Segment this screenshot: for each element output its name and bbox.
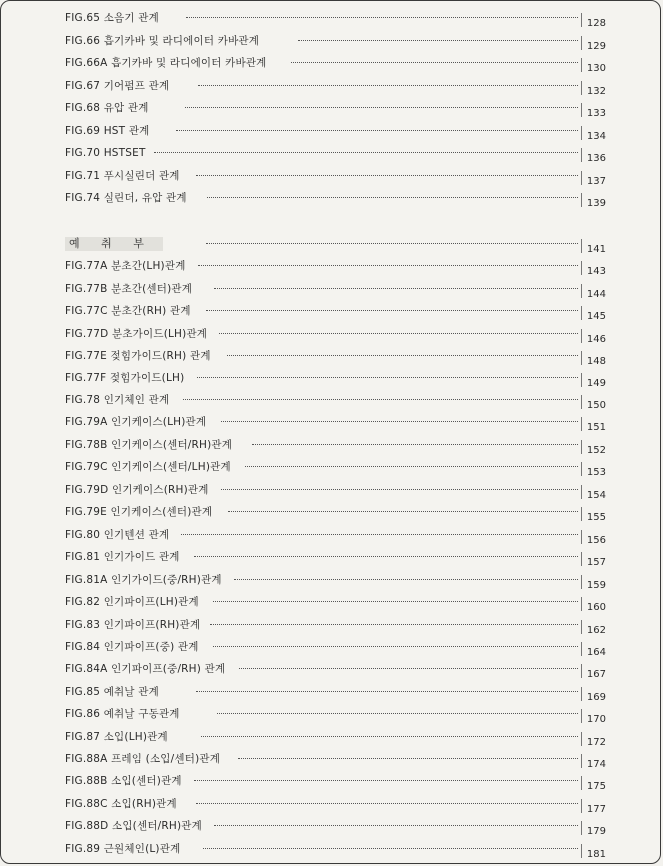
- column-rule: [581, 103, 582, 117]
- toc-entry-label: FIG.77A 분초간(LH)관계: [65, 259, 194, 273]
- column-rule: [581, 306, 582, 320]
- column-rule: [581, 36, 582, 50]
- leader-dots: [214, 825, 578, 826]
- leader-dots: [291, 62, 578, 63]
- toc-section-header: [1, 237, 660, 259]
- toc-entry-label: FIG.78B 인기케이스(센터/RH)관계: [65, 438, 240, 452]
- toc-entry: [1, 124, 660, 146]
- column-rule: [581, 81, 582, 95]
- toc-page-number: 175: [586, 781, 606, 792]
- toc-entry: [1, 11, 660, 33]
- toc-entry: [1, 618, 660, 640]
- toc-entry: [1, 56, 660, 78]
- toc-entry: [1, 819, 660, 841]
- toc-entry-label: FIG.66 흡기카바 및 라디에이터 카바관계: [65, 34, 267, 48]
- leader-dots: [234, 579, 578, 580]
- leader-dots: [252, 444, 578, 445]
- toc-entry: [1, 460, 660, 482]
- toc-page-number: 167: [586, 669, 606, 680]
- toc-entry: [1, 707, 660, 729]
- leader-dots: [198, 85, 578, 86]
- toc-entry-label: FIG.79C 인기케이스(센터/LH)관계: [65, 460, 239, 474]
- leader-dots: [198, 265, 578, 266]
- leader-dots: [228, 511, 578, 512]
- toc-page-number: 148: [586, 356, 606, 367]
- toc-entry-label: FIG.67 기어펌프 관계: [65, 79, 177, 93]
- toc-page-number: 155: [586, 512, 606, 523]
- column-rule: [581, 193, 582, 207]
- column-rule: [581, 507, 582, 521]
- toc-entry-label: FIG.77D 분초가이드(LH)관계: [65, 327, 215, 341]
- toc-page-number: 162: [586, 625, 606, 636]
- column-rule: [581, 844, 582, 858]
- toc-page-number: 137: [586, 176, 606, 187]
- toc-entry: [1, 774, 660, 796]
- leader-dots: [183, 399, 578, 400]
- toc-entry: [1, 640, 660, 662]
- column-rule: [581, 417, 582, 431]
- toc-entry-label: FIG.74 실린더, 유압 관계: [65, 191, 195, 205]
- toc-entry: [1, 327, 660, 349]
- toc-entry-label: FIG.79A 인기케이스(LH)관계: [65, 415, 214, 429]
- column-rule: [581, 620, 582, 634]
- toc-page-number: 143: [586, 266, 606, 277]
- toc-entry: [1, 685, 660, 707]
- leader-dots: [186, 17, 578, 18]
- toc-entry-label: FIG.65 소음기 관계: [65, 11, 167, 25]
- toc-entry: [1, 282, 660, 304]
- toc-entry: [1, 191, 660, 213]
- leader-dots: [185, 107, 578, 108]
- toc-entry-label: FIG.88A 프레임 (소입/센터)관계: [65, 752, 228, 766]
- leader-dots: [196, 691, 578, 692]
- toc-entry-label: FIG.85 예취날 관계: [65, 685, 167, 699]
- leader-dots: [201, 736, 578, 737]
- toc-entry-label: FIG.79E 인기케이스(센터)관계: [65, 505, 220, 519]
- toc-entry: [1, 393, 660, 415]
- toc-page-number: 152: [586, 445, 606, 456]
- toc-page-number: 153: [586, 467, 606, 478]
- column-rule: [581, 799, 582, 813]
- toc-entry: [1, 662, 660, 684]
- toc-page-number: 130: [586, 63, 606, 74]
- leader-dots: [194, 780, 578, 781]
- toc-entry-label: FIG.70 HSTSET: [65, 146, 154, 160]
- leader-dots: [196, 175, 578, 176]
- leader-dots: [203, 848, 578, 849]
- toc-page-number: 129: [586, 41, 606, 52]
- leader-dots: [217, 713, 578, 714]
- leader-dots: [298, 40, 578, 41]
- toc-page-number: 157: [586, 557, 606, 568]
- toc-entry-label: FIG.81 인기가이드 관계: [65, 550, 188, 564]
- leader-dots: [227, 355, 578, 356]
- column-rule: [581, 552, 582, 566]
- toc-entry-label: FIG.77E 젖힘가이드(RH) 관계: [65, 349, 219, 363]
- toc-entry-label: 예 취 부: [65, 237, 163, 251]
- toc-entry: [1, 259, 660, 281]
- toc-page-number: 144: [586, 289, 606, 300]
- leader-dots: [219, 333, 578, 334]
- toc-page-number: 179: [586, 826, 606, 837]
- toc-entry: [1, 842, 660, 864]
- toc-entry-label: FIG.71 푸시실린더 관계: [65, 169, 188, 183]
- leader-dots: [154, 152, 578, 153]
- toc-page-number: 151: [586, 422, 606, 433]
- toc-entry-label: FIG.77F 젖힘가이드(LH): [65, 371, 192, 385]
- toc-entry-label: FIG.88D 소입(센터/RH)관계: [65, 819, 210, 833]
- column-rule: [581, 126, 582, 140]
- column-rule: [581, 776, 582, 790]
- column-rule: [581, 462, 582, 476]
- column-rule: [581, 351, 582, 365]
- toc-entry-label: FIG.77B 분초간(센터)관계: [65, 282, 200, 296]
- toc-entry-label: FIG.77C 분초간(RH) 관계: [65, 304, 199, 318]
- leader-dots: [239, 668, 578, 669]
- toc-entry-label: FIG.69 HST 관계: [65, 124, 158, 138]
- toc-entry: [1, 304, 660, 326]
- leader-dots: [210, 624, 578, 625]
- column-rule: [581, 597, 582, 611]
- column-rule: [581, 642, 582, 656]
- toc-entry-label: FIG.79D 인기케이스(RH)관계: [65, 483, 217, 497]
- toc-page-number: 159: [586, 580, 606, 591]
- toc-page-number: 139: [586, 198, 606, 209]
- column-rule: [581, 485, 582, 499]
- toc-entry: [1, 79, 660, 101]
- leader-dots: [194, 556, 578, 557]
- column-rule: [581, 261, 582, 275]
- toc-entry: [1, 483, 660, 505]
- leader-dots: [213, 601, 578, 602]
- toc-entry: [1, 595, 660, 617]
- column-rule: [581, 664, 582, 678]
- toc-entry: [1, 34, 660, 56]
- toc-entry-label: FIG.81A 인기가이드(중/RH)관계: [65, 573, 230, 587]
- toc-page-number: 133: [586, 108, 606, 119]
- column-rule: [581, 732, 582, 746]
- column-rule: [581, 373, 582, 387]
- toc-entry: [1, 169, 660, 191]
- toc-entry: [1, 371, 660, 393]
- toc-entry-label: FIG.83 인기파이프(RH)관계: [65, 618, 208, 632]
- leader-dots: [245, 466, 578, 467]
- toc-page-number: 169: [586, 692, 606, 703]
- toc-entry-label: FIG.84A 인기파이프(중/RH) 관계: [65, 662, 233, 676]
- leader-dots: [196, 803, 578, 804]
- leader-dots: [207, 197, 578, 198]
- column-rule: [581, 58, 582, 72]
- column-rule: [581, 284, 582, 298]
- column-rule: [581, 171, 582, 185]
- toc-page-number: 181: [586, 849, 606, 860]
- leader-dots: [221, 421, 578, 422]
- toc-entry: [1, 550, 660, 572]
- toc-entry: [1, 752, 660, 774]
- leader-dots: [206, 310, 578, 311]
- column-rule: [581, 239, 582, 253]
- column-rule: [581, 754, 582, 768]
- toc-entry-label: FIG.88C 소입(RH)관계: [65, 797, 185, 811]
- toc-entry: [1, 146, 660, 168]
- toc-page-number: 150: [586, 400, 606, 411]
- toc-entry-label: FIG.84 인기파이프(중) 관계: [65, 640, 207, 654]
- column-rule: [581, 148, 582, 162]
- toc-page-number: 154: [586, 490, 606, 501]
- column-rule: [581, 575, 582, 589]
- toc-entry: [1, 573, 660, 595]
- toc-entry: [1, 415, 660, 437]
- toc-page-number: 156: [586, 535, 606, 546]
- toc-entry: [1, 730, 660, 752]
- toc-entry-label: FIG.87 소입(LH)관계: [65, 730, 176, 744]
- toc-page-number: 136: [586, 153, 606, 164]
- toc-page-number: 134: [586, 131, 606, 142]
- leader-dots: [176, 130, 578, 131]
- toc-entry-label: FIG.82 인기파이프(LH)관계: [65, 595, 207, 609]
- toc-page-number: 146: [586, 334, 606, 345]
- column-rule: [581, 395, 582, 409]
- toc-entry: [1, 505, 660, 527]
- toc-page-number: 170: [586, 714, 606, 725]
- leader-dots: [197, 377, 578, 378]
- toc-entry-label: FIG.68 유압 관계: [65, 101, 157, 115]
- toc-page-number: 145: [586, 311, 606, 322]
- column-rule: [581, 821, 582, 835]
- toc-entry-label: FIG.80 인기텐션 관계: [65, 528, 177, 542]
- leader-dots: [214, 288, 578, 289]
- leader-dots: [213, 646, 578, 647]
- leader-dots: [221, 489, 578, 490]
- toc-entry: [1, 797, 660, 819]
- toc-page-number: 172: [586, 737, 606, 748]
- column-rule: [581, 329, 582, 343]
- column-rule: [581, 13, 582, 27]
- column-rule: [581, 709, 582, 723]
- toc-page-number: 164: [586, 647, 606, 658]
- toc-page-number: 141: [586, 244, 606, 255]
- toc-page-number: 132: [586, 86, 606, 97]
- column-rule: [581, 530, 582, 544]
- toc-page-number: 174: [586, 759, 606, 770]
- toc-entry-label: FIG.66A 흡기카바 및 라디에이터 카바관계: [65, 56, 275, 70]
- leader-dots: [181, 534, 578, 535]
- toc-entry: [1, 438, 660, 460]
- toc-page-number: 149: [586, 378, 606, 389]
- toc-entry-label: FIG.86 예취날 구동관계: [65, 707, 188, 721]
- column-rule: [581, 440, 582, 454]
- toc-entry-label: FIG.88B 소입(센터)관계: [65, 774, 190, 788]
- toc-entry-label: FIG.89 근원체인(L)관계: [65, 842, 188, 856]
- toc-page-number: 128: [586, 18, 606, 29]
- toc-entry-label: FIG.78 인기체인 관계: [65, 393, 177, 407]
- column-rule: [581, 687, 582, 701]
- leader-dots: [206, 243, 578, 244]
- leader-dots: [238, 758, 578, 759]
- toc-entry: [1, 528, 660, 550]
- toc-entry: [1, 101, 660, 123]
- toc-page-number: 177: [586, 804, 606, 815]
- toc-page-number: 160: [586, 602, 606, 613]
- toc-entry: [1, 349, 660, 371]
